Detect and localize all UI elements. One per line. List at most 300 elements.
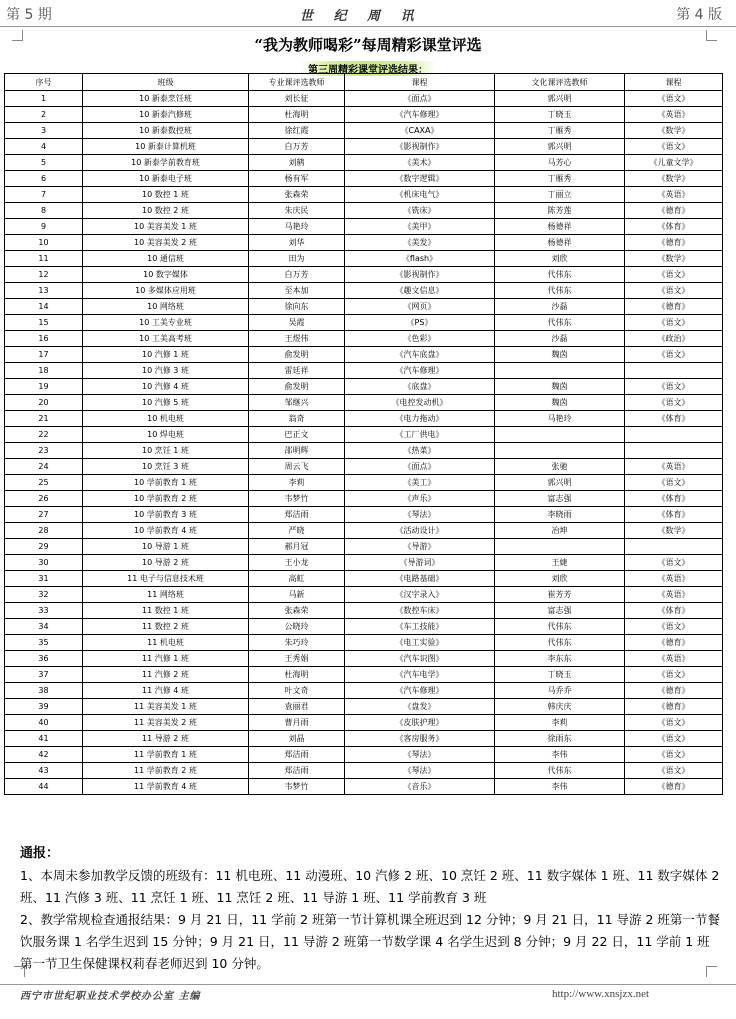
cell-class: 11 美容美发 1 班 [83, 699, 249, 715]
cell-class: 10 学前教育 1 班 [83, 475, 249, 491]
cell-index: 22 [5, 427, 83, 443]
cell-major-course: 《活动设计》 [345, 523, 495, 539]
cell-major-course: 《机床电气》 [345, 187, 495, 203]
cell-index: 8 [5, 203, 83, 219]
cell-major-teacher: 王秀娟 [249, 651, 345, 667]
cell-major-course: 《琴法》 [345, 507, 495, 523]
col-header-culture-course: 课程 [625, 74, 723, 91]
cell-major-teacher: 雷廷祥 [249, 363, 345, 379]
cell-culture-teacher: 代伟东 [495, 635, 625, 651]
table-row [5, 667, 723, 683]
cell-major-teacher: 吴霞 [249, 315, 345, 331]
cell-culture-teacher: 代伟东 [495, 267, 625, 283]
table-row [5, 139, 723, 155]
cell-index: 13 [5, 283, 83, 299]
cell-culture-teacher [495, 539, 625, 555]
cell-major-teacher: 俞发明 [249, 379, 345, 395]
table-row [5, 779, 723, 795]
cell-index: 33 [5, 603, 83, 619]
table-row [5, 315, 723, 331]
cell-index: 3 [5, 123, 83, 139]
cell-index: 28 [5, 523, 83, 539]
cell-culture-course: 《英语》 [625, 107, 723, 123]
table-row [5, 763, 723, 779]
cell-culture-teacher: 郭兴明 [495, 139, 625, 155]
cell-major-course: 《电路基础》 [345, 571, 495, 587]
cell-major-course: 《车工技能》 [345, 619, 495, 635]
cell-major-teacher: 高虹 [249, 571, 345, 587]
table-row [5, 395, 723, 411]
cell-culture-teacher: 李东东 [495, 651, 625, 667]
table-row [5, 507, 723, 523]
cell-culture-teacher [495, 363, 625, 379]
cell-index: 44 [5, 779, 83, 795]
table-row [5, 267, 723, 283]
cell-culture-teacher: 丁丽立 [495, 187, 625, 203]
cell-culture-teacher: 李莉 [495, 715, 625, 731]
cell-class: 11 数控 2 班 [83, 619, 249, 635]
cell-culture-teacher: 魏茵 [495, 379, 625, 395]
table-body [5, 91, 723, 795]
cell-culture-course: 《语文》 [625, 731, 723, 747]
cell-class: 11 汽修 4 班 [83, 683, 249, 699]
cell-major-course: 《声乐》 [345, 491, 495, 507]
cell-major-course: 《美术》 [345, 155, 495, 171]
cell-culture-course: 《语文》 [625, 139, 723, 155]
cell-major-teacher: 翁奇 [249, 411, 345, 427]
cell-culture-teacher: 魏茵 [495, 347, 625, 363]
table-row [5, 555, 723, 571]
cell-class: 10 新泰学前教育班 [83, 155, 249, 171]
cell-index: 39 [5, 699, 83, 715]
cell-class: 10 导游 2 班 [83, 555, 249, 571]
col-header-class: 班级 [83, 74, 249, 91]
cell-major-course: 《色彩》 [345, 331, 495, 347]
cell-culture-teacher: 张驰 [495, 459, 625, 475]
cell-culture-course: 《数学》 [625, 523, 723, 539]
cell-index: 30 [5, 555, 83, 571]
cell-major-course: 《盘发》 [345, 699, 495, 715]
cell-major-teacher: 叶文奇 [249, 683, 345, 699]
table-row [5, 427, 723, 443]
col-header-index: 序号 [5, 74, 83, 91]
cell-index: 20 [5, 395, 83, 411]
cell-culture-course: 《体育》 [625, 219, 723, 235]
cell-culture-teacher: 刘欣 [495, 251, 625, 267]
cell-major-course: 《数字逻辑》 [345, 171, 495, 187]
cell-index: 15 [5, 315, 83, 331]
cell-major-teacher: 杨有军 [249, 171, 345, 187]
cell-class: 10 汽修 5 班 [83, 395, 249, 411]
cell-culture-teacher: 丁晓玉 [495, 667, 625, 683]
cell-culture-teacher: 富志强 [495, 491, 625, 507]
cell-major-teacher: 田为 [249, 251, 345, 267]
cell-major-teacher: 李莉 [249, 475, 345, 491]
cell-major-course: 《影视制作》 [345, 139, 495, 155]
cell-culture-course: 《英语》 [625, 459, 723, 475]
cell-culture-course: 《语文》 [625, 475, 723, 491]
cell-index: 12 [5, 267, 83, 283]
table-row [5, 171, 723, 187]
cell-culture-course [625, 427, 723, 443]
cell-culture-teacher: 丁晓玉 [495, 107, 625, 123]
cell-culture-course: 《英语》 [625, 571, 723, 587]
table-row [5, 363, 723, 379]
cell-major-course: 《汽车底盘》 [345, 347, 495, 363]
cell-major-course: 《美甲》 [345, 219, 495, 235]
cell-culture-course: 《德育》 [625, 203, 723, 219]
cell-culture-teacher: 丁雁秀 [495, 123, 625, 139]
cell-class: 10 工美专业班 [83, 315, 249, 331]
cell-major-course: 《网页》 [345, 299, 495, 315]
cell-class: 11 汽修 1 班 [83, 651, 249, 667]
cell-culture-teacher: 杨德祥 [495, 235, 625, 251]
cell-major-teacher: 王小龙 [249, 555, 345, 571]
table-row [5, 635, 723, 651]
cell-culture-course: 《儿童文学》 [625, 155, 723, 171]
cell-major-teacher: 严晓 [249, 523, 345, 539]
cell-major-teacher: 刘晶 [249, 731, 345, 747]
table-row [5, 299, 723, 315]
cell-major-teacher: 郑洁雨 [249, 747, 345, 763]
cell-major-course: 《面点》 [345, 91, 495, 107]
cell-class: 10 工美高考班 [83, 331, 249, 347]
cell-major-teacher: 张森荣 [249, 603, 345, 619]
cell-major-teacher: 刘鹤 [249, 155, 345, 171]
cell-class: 10 机电班 [83, 411, 249, 427]
cell-class: 10 新泰烹饪班 [83, 91, 249, 107]
table-row [5, 731, 723, 747]
cell-index: 36 [5, 651, 83, 667]
cell-culture-teacher: 代伟东 [495, 619, 625, 635]
cell-major-course: 《皮肤护理》 [345, 715, 495, 731]
cell-index: 17 [5, 347, 83, 363]
cell-culture-course: 《语文》 [625, 763, 723, 779]
cell-major-teacher: 袁丽君 [249, 699, 345, 715]
cell-index: 16 [5, 331, 83, 347]
cell-class: 10 美容美发 1 班 [83, 219, 249, 235]
cell-index: 34 [5, 619, 83, 635]
table-row [5, 747, 723, 763]
cell-major-course: 《美发》 [345, 235, 495, 251]
cell-culture-course [625, 363, 723, 379]
cell-culture-teacher: 沙磊 [495, 299, 625, 315]
cell-class: 10 焊电班 [83, 427, 249, 443]
table-row [5, 251, 723, 267]
col-header-major-course: 课程 [345, 74, 495, 91]
cell-major-teacher: 韦梦竹 [249, 491, 345, 507]
footer-editor: 西宁市世纪职业技术学校办公室 主编 [20, 991, 201, 1002]
cell-culture-course: 《德育》 [625, 683, 723, 699]
cell-culture-teacher: 丁雁秀 [495, 171, 625, 187]
table-row [5, 187, 723, 203]
cell-class: 10 汽修 4 班 [83, 379, 249, 395]
cell-major-course: 《铣床》 [345, 203, 495, 219]
cell-major-teacher: 朱庆民 [249, 203, 345, 219]
cell-major-course: 《美工》 [345, 475, 495, 491]
cell-culture-course: 《数学》 [625, 251, 723, 267]
cell-culture-course: 《体育》 [625, 411, 723, 427]
table-row [5, 203, 723, 219]
cell-class: 10 导游 1 班 [83, 539, 249, 555]
cell-major-teacher: 邵明辉 [249, 443, 345, 459]
cell-major-teacher: 公晓玲 [249, 619, 345, 635]
cell-culture-course: 《语文》 [625, 315, 723, 331]
cell-index: 7 [5, 187, 83, 203]
cell-culture-teacher: 代伟东 [495, 283, 625, 299]
cell-culture-teacher: 韩庆庆 [495, 699, 625, 715]
cell-index: 43 [5, 763, 83, 779]
cell-major-course: 《汽车修理》 [345, 683, 495, 699]
cell-class: 11 数控 1 班 [83, 603, 249, 619]
cell-class: 10 多媒体应用班 [83, 283, 249, 299]
cell-index: 5 [5, 155, 83, 171]
cell-index: 32 [5, 587, 83, 603]
cell-major-course: 《电工实验》 [345, 635, 495, 651]
cell-major-teacher: 邹继兴 [249, 395, 345, 411]
cell-class: 10 汽修 1 班 [83, 347, 249, 363]
cell-culture-course: 《体育》 [625, 491, 723, 507]
table-row [5, 331, 723, 347]
cell-major-course: 《电力拖动》 [345, 411, 495, 427]
table-row [5, 411, 723, 427]
cell-index: 25 [5, 475, 83, 491]
cell-class: 10 美容美发 2 班 [83, 235, 249, 251]
cell-index: 31 [5, 571, 83, 587]
cell-culture-course: 《语文》 [625, 555, 723, 571]
cell-major-teacher: 徐红霞 [249, 123, 345, 139]
cell-class: 11 电子与信息技术班 [83, 571, 249, 587]
cell-major-teacher: 至本加 [249, 283, 345, 299]
cell-index: 18 [5, 363, 83, 379]
notice-item: 2、教学常规检查通报结果：9 月 21 日，11 学前 2 班第一节计算机课全班迟到 12 分钟；9 月 21 日，11 导游 2 班第一节餐饮服务课 1 名学生迟到 15 分钟；9 月 21 日，11 导游 2 班第一节数学课 4 名学生迟到 8 分钟；9 月 22 日，11 学前 1 班第一节卫生保健课权莉春老师迟到 10 分钟。 [20, 912, 720, 971]
cell-major-course: 《汽车修理》 [345, 363, 495, 379]
cell-class: 10 学前教育 4 班 [83, 523, 249, 539]
cell-index: 42 [5, 747, 83, 763]
cell-culture-teacher: 魏茵 [495, 395, 625, 411]
table-row [5, 219, 723, 235]
cell-culture-course: 《英语》 [625, 587, 723, 603]
cell-class: 10 新泰汽修班 [83, 107, 249, 123]
cell-major-teacher: 马艳玲 [249, 219, 345, 235]
cell-index: 27 [5, 507, 83, 523]
cell-major-course: 《影视制作》 [345, 267, 495, 283]
cell-class: 11 网络班 [83, 587, 249, 603]
cell-culture-course: 《德育》 [625, 779, 723, 795]
page-number: 第 4 版 [676, 7, 722, 23]
cell-class: 10 网络班 [83, 299, 249, 315]
table-row [5, 91, 723, 107]
cell-major-teacher: 韦梦竹 [249, 779, 345, 795]
cell-culture-teacher: 冶坤 [495, 523, 625, 539]
cell-class: 11 导游 2 班 [83, 731, 249, 747]
table-row [5, 443, 723, 459]
cell-major-course: 《汽车修理》 [345, 107, 495, 123]
cell-index: 1 [5, 91, 83, 107]
table-row [5, 571, 723, 587]
cell-index: 35 [5, 635, 83, 651]
table-row [5, 715, 723, 731]
cell-culture-teacher: 马乔乔 [495, 683, 625, 699]
cell-major-course: 《工厂供电》 [345, 427, 495, 443]
col-header-major-teacher: 专业课评选教师 [249, 74, 345, 91]
cell-major-teacher: 白万芳 [249, 139, 345, 155]
cell-major-course: 《汽车识图》 [345, 651, 495, 667]
cell-culture-course: 《语文》 [625, 379, 723, 395]
cell-culture-teacher: 李伟 [495, 779, 625, 795]
cell-class: 11 学前教育 1 班 [83, 747, 249, 763]
cell-culture-course: 《语文》 [625, 619, 723, 635]
cell-index: 23 [5, 443, 83, 459]
cell-class: 10 新泰计算机班 [83, 139, 249, 155]
cell-class: 10 学前教育 2 班 [83, 491, 249, 507]
cell-class: 10 数控 2 班 [83, 203, 249, 219]
header-rule [0, 26, 736, 27]
cell-major-course: 《趣文信息》 [345, 283, 495, 299]
notice-section [20, 843, 720, 975]
cell-class: 11 学前教育 2 班 [83, 763, 249, 779]
cell-index: 10 [5, 235, 83, 251]
issue-number: 第 5 期 [6, 7, 52, 23]
cell-major-course: 《琴法》 [345, 747, 495, 763]
cell-class: 10 烹饪 1 班 [83, 443, 249, 459]
table-row [5, 491, 723, 507]
cell-culture-course: 《政治》 [625, 331, 723, 347]
cell-class: 11 汽修 2 班 [83, 667, 249, 683]
cell-culture-teacher: 代伟东 [495, 315, 625, 331]
col-header-culture-teacher: 文化课评选教师 [495, 74, 625, 91]
table-row [5, 123, 723, 139]
cell-culture-teacher: 代伟东 [495, 763, 625, 779]
cell-culture-course: 《语文》 [625, 91, 723, 107]
cell-index: 26 [5, 491, 83, 507]
cell-culture-course: 《语文》 [625, 747, 723, 763]
cell-culture-teacher: 杨德祥 [495, 219, 625, 235]
cell-culture-course [625, 443, 723, 459]
notice-item: 1、本周未参加教学反馈的班级有：11 机电班、11 动漫班、10 汽修 2 班、10 烹饪 2 班、11 数字媒体 1 班、11 数字媒体 2 班、11 汽修 3 班、11 烹饪 1 班、11 烹饪 2 班、11 导游 1 班、11 学前教育 3 班 [20, 868, 720, 905]
cell-culture-teacher [495, 443, 625, 459]
cell-culture-teacher: 徐雨东 [495, 731, 625, 747]
cell-culture-course: 《体育》 [625, 603, 723, 619]
cell-class: 11 机电班 [83, 635, 249, 651]
cell-index: 19 [5, 379, 83, 395]
cell-index: 40 [5, 715, 83, 731]
cell-major-teacher: 郝月冠 [249, 539, 345, 555]
cell-culture-teacher: 刘欣 [495, 571, 625, 587]
cell-index: 21 [5, 411, 83, 427]
table-row [5, 107, 723, 123]
cell-index: 37 [5, 667, 83, 683]
table-row [5, 459, 723, 475]
cell-culture-teacher: 陈芳莲 [495, 203, 625, 219]
cell-culture-teacher [495, 427, 625, 443]
cell-culture-teacher: 马芳心 [495, 155, 625, 171]
cell-culture-course: 《数学》 [625, 171, 723, 187]
cell-major-teacher: 刘长征 [249, 91, 345, 107]
cell-major-teacher: 张森荣 [249, 187, 345, 203]
cell-culture-teacher: 马艳玲 [495, 411, 625, 427]
cell-class: 10 数字媒体 [83, 267, 249, 283]
cell-major-teacher: 周云飞 [249, 459, 345, 475]
table-row [5, 539, 723, 555]
cell-culture-course: 《德育》 [625, 235, 723, 251]
cell-culture-course: 《德育》 [625, 299, 723, 315]
table-row [5, 379, 723, 395]
table-row [5, 347, 723, 363]
cell-major-course: 《琴法》 [345, 763, 495, 779]
cell-index: 6 [5, 171, 83, 187]
cell-class: 10 学前教育 3 班 [83, 507, 249, 523]
cell-index: 11 [5, 251, 83, 267]
cell-major-course: 《底盘》 [345, 379, 495, 395]
cell-index: 29 [5, 539, 83, 555]
table-header-row [5, 74, 723, 91]
cell-class: 10 汽修 3 班 [83, 363, 249, 379]
footer-rule [0, 984, 736, 985]
cell-index: 14 [5, 299, 83, 315]
cell-culture-teacher: 李晓雨 [495, 507, 625, 523]
cell-culture-course [625, 539, 723, 555]
cell-class: 10 新泰电子班 [83, 171, 249, 187]
cell-culture-teacher: 崔芳芳 [495, 587, 625, 603]
cell-major-teacher: 郑洁雨 [249, 507, 345, 523]
cell-culture-course: 《语文》 [625, 395, 723, 411]
cell-major-course: 《汽车电学》 [345, 667, 495, 683]
cell-culture-course: 《语文》 [625, 667, 723, 683]
cell-major-course: 《flash》 [345, 251, 495, 267]
table-row [5, 603, 723, 619]
table-row [5, 235, 723, 251]
cell-index: 2 [5, 107, 83, 123]
cell-class: 11 学前教育 4 班 [83, 779, 249, 795]
table-row [5, 523, 723, 539]
cell-culture-course: 《英语》 [625, 651, 723, 667]
cell-major-course: 《电控发动机》 [345, 395, 495, 411]
footer-url: http://www.xnsjzx.net [552, 988, 650, 1000]
cell-major-teacher: 王煜伟 [249, 331, 345, 347]
table-row [5, 283, 723, 299]
cell-major-teacher: 徐向东 [249, 299, 345, 315]
cell-culture-course: 《德育》 [625, 699, 723, 715]
cell-major-course: 《热菜》 [345, 443, 495, 459]
article-subtitle: 第三周精彩课堂评选结果： [300, 61, 436, 76]
cell-major-course: 《音乐》 [345, 779, 495, 795]
cell-culture-teacher: 沙磊 [495, 331, 625, 347]
cell-culture-teacher: 郭兴明 [495, 475, 625, 491]
table-row [5, 475, 723, 491]
newspaper-name: 世 纪 周 讯 [300, 9, 422, 24]
cell-class: 10 通信班 [83, 251, 249, 267]
cell-culture-teacher: 王婕 [495, 555, 625, 571]
cell-class: 10 数控 1 班 [83, 187, 249, 203]
table-row [5, 683, 723, 699]
cell-culture-course: 《语文》 [625, 267, 723, 283]
cell-index: 9 [5, 219, 83, 235]
cell-culture-course: 《英语》 [625, 187, 723, 203]
cell-culture-teacher: 富志强 [495, 603, 625, 619]
cell-major-teacher: 杜海明 [249, 107, 345, 123]
table-row [5, 651, 723, 667]
cell-major-course: 《数控车床》 [345, 603, 495, 619]
cell-major-course: 《面点》 [345, 459, 495, 475]
table-row [5, 155, 723, 171]
cell-culture-course: 《体育》 [625, 507, 723, 523]
cell-major-teacher: 朱巧玲 [249, 635, 345, 651]
cell-culture-course: 《数学》 [625, 123, 723, 139]
table-row [5, 699, 723, 715]
cell-culture-course: 《语文》 [625, 715, 723, 731]
cell-major-course: 《汉字录入》 [345, 587, 495, 603]
